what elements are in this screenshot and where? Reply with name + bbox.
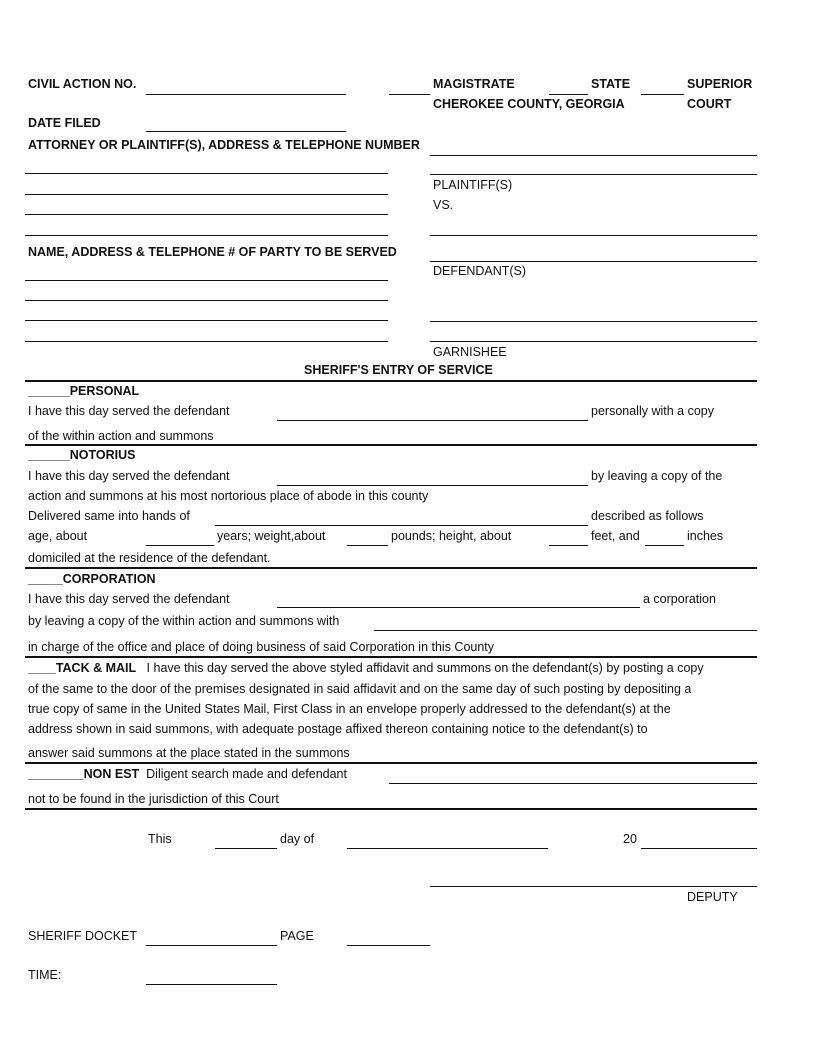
notorius-line5-text: domiciled at the residence of the defendant. <box>28 551 271 565</box>
date-filed-field[interactable] <box>146 131 346 132</box>
superior-checkbox-line[interactable] <box>641 94 684 95</box>
notorius-line3-end: described as follows <box>591 509 704 523</box>
deputy-label: DEPUTY <box>687 890 738 904</box>
personal-line2-text: of the within action and summons <box>28 429 214 443</box>
civil-action-no-field[interactable] <box>146 94 346 95</box>
corporation-line1-end: a corporation <box>643 592 716 606</box>
plaintiff-line[interactable] <box>430 174 757 175</box>
defendant-line[interactable] <box>430 261 757 262</box>
non-est-checkbox-blank[interactable]: ________ <box>28 767 84 781</box>
notorius-defendant-field[interactable] <box>277 485 588 486</box>
notorius-line3-text: Delivered same into hands of <box>28 509 190 523</box>
notorius-line1-text: I have this day served the defendant <box>28 469 230 483</box>
section-divider <box>25 656 757 658</box>
superior-label: SUPERIOR <box>687 77 753 91</box>
year-prefix-label: 20 <box>623 832 637 846</box>
corporation-defendant-field[interactable] <box>277 607 640 608</box>
vs-label: VS. <box>433 198 454 212</box>
years-weight-label: years; weight,about <box>217 529 326 543</box>
corporation-person-field[interactable] <box>374 630 757 631</box>
personal-heading: ______PERSONAL <box>28 384 140 398</box>
tack-mail-line5: answer said summons at the place stated in the summons <box>28 746 350 760</box>
corporation-line1-text: I have this day served the defendant <box>28 592 230 606</box>
corporation-line3-text: in charge of the office and place of doing business of said Corporation in this County <box>28 640 495 654</box>
magistrate-checkbox-line[interactable] <box>389 94 430 95</box>
attorney-label: ATTORNEY OR PLAINTIFF(S), ADDRESS & TELEPHONE NUMBER <box>28 138 420 152</box>
garnishee-line[interactable] <box>430 321 757 322</box>
tack-mail-checkbox-blank[interactable]: ____ <box>28 661 56 675</box>
time-label: TIME: <box>28 968 62 982</box>
time-field[interactable] <box>146 984 277 985</box>
height-feet-field[interactable] <box>549 545 588 546</box>
corporation-checkbox-blank[interactable]: _____ <box>28 572 63 586</box>
tack-mail-line3: true copy of same in the United States Mail, First Class in an envelope properly addressed to the defendant(s) at the <box>28 702 671 716</box>
attorney-address-line[interactable] <box>25 214 388 215</box>
plaintiff-line[interactable] <box>430 155 757 156</box>
section-divider <box>25 808 757 810</box>
personal-line1-text: I have this day served the defendant <box>28 404 230 418</box>
party-served-line[interactable] <box>25 300 388 301</box>
county-label: CHEROKEE COUNTY, GEORGIA <box>433 97 625 111</box>
date-filed-label: DATE FILED <box>28 116 101 130</box>
age-field[interactable] <box>146 545 214 546</box>
this-label: This <box>148 832 172 846</box>
feet-label: feet, and <box>591 529 640 543</box>
garnishee-line[interactable] <box>430 341 757 342</box>
tack-mail-line2: of the same to the door of the premises designated in said affidavit and on the same day of such posting by depositing a <box>28 682 692 696</box>
section-divider <box>25 762 757 764</box>
defendants-label: DEFENDANT(S) <box>433 264 527 278</box>
section-divider <box>25 380 757 382</box>
civil-action-no-label: CIVIL ACTION NO. <box>28 77 137 91</box>
year-field[interactable] <box>641 848 757 849</box>
party-served-line[interactable] <box>25 280 388 281</box>
weight-field[interactable] <box>347 545 388 546</box>
pounds-height-label: pounds; height, about <box>391 529 512 543</box>
attorney-address-line[interactable] <box>25 235 388 236</box>
non-est-line1: ________NON EST Diligent search made and defendant <box>28 767 347 781</box>
personal-line1-end: personally with a copy <box>591 404 714 418</box>
delivered-into-hands-field[interactable] <box>215 525 588 526</box>
tack-mail-line4: address shown in said summons, with adequate postage affixed thereon containing notice to the defendant(s) to <box>28 722 648 736</box>
sheriff-docket-label: SHERIFF DOCKET <box>28 929 138 943</box>
personal-checkbox-blank[interactable]: ______ <box>28 384 70 398</box>
page-field[interactable] <box>347 945 430 946</box>
non-est-line2: not to be found in the jurisdiction of this Court <box>28 792 279 806</box>
age-label: age, about <box>28 529 88 543</box>
corporation-line2-text: by leaving a copy of the within action and summons with <box>28 614 340 628</box>
section-divider <box>25 567 757 569</box>
party-served-line[interactable] <box>25 341 388 342</box>
attorney-address-line[interactable] <box>25 194 388 195</box>
sheriff-entry-title: SHERIFF'S ENTRY OF SERVICE <box>304 363 493 377</box>
tack-mail-heading: TACK & MAIL <box>55 661 137 675</box>
notorius-line2-text: action and summons at his most nortorious place of abode in this county <box>28 489 429 503</box>
height-inches-field[interactable] <box>645 545 684 546</box>
non-est-defendant-field[interactable] <box>389 783 757 784</box>
notorius-checkbox-blank[interactable]: ______ <box>28 448 70 462</box>
attorney-address-line[interactable] <box>25 173 388 174</box>
garnishee-label: GARNISHEE <box>433 345 507 359</box>
non-est-heading: NON EST <box>83 767 140 781</box>
party-served-label: NAME, ADDRESS & TELEPHONE # OF PARTY TO BE SERVED <box>28 245 397 259</box>
section-divider <box>25 444 757 446</box>
month-field[interactable] <box>347 848 548 849</box>
page-label: PAGE <box>280 929 314 943</box>
court-label: COURT <box>687 97 732 111</box>
deputy-signature-field[interactable] <box>430 886 757 887</box>
notorius-heading: ______NOTORIUS <box>28 448 136 462</box>
notorius-line1-end: by leaving a copy of the <box>591 469 723 483</box>
defendant-line[interactable] <box>430 235 757 236</box>
day-field[interactable] <box>215 848 277 849</box>
tack-mail-line1: ____TACK & MAIL I have this day served the above styled affidavit and summons on the defendant(s) by posting a copy <box>28 661 704 675</box>
sheriff-docket-field[interactable] <box>146 945 277 946</box>
state-checkbox-line[interactable] <box>549 94 588 95</box>
plaintiffs-label: PLAINTIFF(S) <box>433 178 513 192</box>
magistrate-label: MAGISTRATE <box>433 77 515 91</box>
state-label: STATE <box>591 77 631 91</box>
party-served-line[interactable] <box>25 320 388 321</box>
personal-defendant-field[interactable] <box>277 420 588 421</box>
day-of-label: day of <box>280 832 315 846</box>
inches-label: inches <box>687 529 724 543</box>
corporation-heading: _____CORPORATION <box>28 572 156 586</box>
